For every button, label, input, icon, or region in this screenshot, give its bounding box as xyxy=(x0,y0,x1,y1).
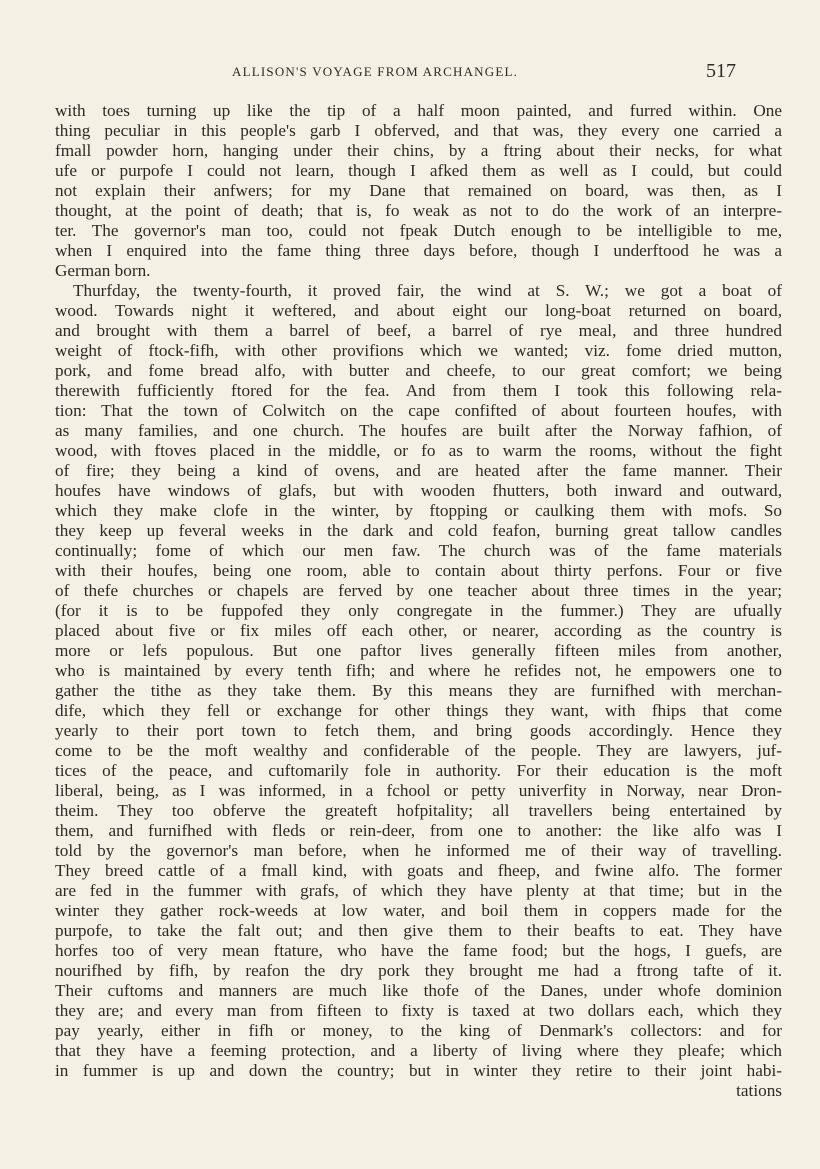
text-line: (for it is to be fuppofed they only congregate in the fummer.) They are ufually xyxy=(55,601,782,620)
text-line: told by the governor's man before, when he informed me of their way of travelling. xyxy=(55,841,782,860)
text-line: dife, which they fell or exchange for other things they want, with fhips that come xyxy=(55,701,782,720)
text-line: as many families, and one church. The houfes are built after the Norway fafhion, of xyxy=(55,421,782,440)
page-number: 517 xyxy=(706,60,736,82)
text-line: thought, at the point of death; that is, fo weak as not to do the work of an interpre- xyxy=(55,201,782,220)
text-line: liberal, being, as I was informed, in a fchool or petty univerfity in Norway, near Dron- xyxy=(55,781,782,800)
text-line: them, and furnifhed with fleds or rein-deer, from one to another: the like alfo was I xyxy=(55,821,782,840)
text-line: horfes too of very mean ftature, who have the fame food; but the hogs, I guefs, are xyxy=(55,941,782,960)
text-line: and brought with them a barrel of beef, a barrel of rye meal, and three hundred xyxy=(55,321,782,340)
text-line: winter they gather rock-weeds at low water, and boil them in coppers made for the xyxy=(55,901,782,920)
text-line: placed about five or fix miles off each other, or nearer, according as the country is xyxy=(55,621,782,640)
text-line: Thurfday, the twenty-fourth, it proved fair, the wind at S. W.; we got a boat of xyxy=(73,281,782,300)
text-line: pork, and fome bread alfo, with butter and cheefe, to our great comfort; we being xyxy=(55,361,782,380)
text-line: nourifhed by fifh, by reafon the dry pork they brought me had a ftrong tafte of it. xyxy=(55,961,782,980)
text-line: tations xyxy=(736,1081,782,1100)
text-line: when I enquired into the fame thing three days before, though I underftood he was a xyxy=(55,241,782,260)
text-line: they keep up feveral weeks in the dark and cold feafon, burning great tallow candles xyxy=(55,521,782,540)
running-header xyxy=(0,60,820,84)
text-line: more or lefs populous. But one paftor lives generally fifteen miles from another, xyxy=(55,641,782,660)
text-line: that they have a feeming protection, and a liberty of living where they pleafe; which xyxy=(55,1041,782,1060)
text-line: continually; fome of which our men faw. The church was of the fame materials xyxy=(55,541,782,560)
text-line: ter. The governor's man too, could not fpeak Dutch enough to be intelligible to me, xyxy=(55,221,782,240)
text-line: gather the tithe as they take them. By this means they are furnifhed with merchan- xyxy=(55,681,782,700)
text-line: of fire; they being a kind of ovens, and are heated after the fame manner. Their xyxy=(55,461,782,480)
text-line: They breed cattle of a fmall kind, with goats and fheep, and fwine alfo. The former xyxy=(55,861,782,880)
text-line: with their houfes, being one room, able to contain about thirty perfons. Four or five xyxy=(55,561,782,580)
text-line: yearly to their port town to fetch them, and bring goods accordingly. Hence they xyxy=(55,721,782,740)
text-line: they are; and every man from fifteen to fixty is taxed at two dollars each, which they xyxy=(55,1001,782,1020)
text-line: tion: That the town of Colwitch on the cape confifted of about fourteen houfes, with xyxy=(55,401,782,420)
text-line: theim. They too obferve the greateft hofpitality; all travellers being entertained by xyxy=(55,801,782,820)
text-line: who is maintained by every tenth fifh; and where he refides not, he empowers one to xyxy=(55,661,782,680)
text-line: of thefe churches or chapels are ferved by one teacher about three times in the year; xyxy=(55,581,782,600)
text-line: purpofe, to take the falt out; and then give them to their beafts to eat. They have xyxy=(55,921,782,940)
text-line: come to be the moft wealthy and confiderable of the people. They are lawyers, juf- xyxy=(55,741,782,760)
text-line: tices of the peace, and cuftomarily fole in authority. For their education is the moft xyxy=(55,761,782,780)
text-line: in fummer is up and down the country; but in winter they retire to their joint habi- xyxy=(55,1061,782,1080)
text-line: weight of ftock-fifh, with other provifions which we wanted; viz. fome dried mutton, xyxy=(55,341,782,360)
text-line: houfes have windows of glafs, but with wooden fhutters, both inward and outward, xyxy=(55,481,782,500)
text-line: wood, with ftoves placed in the middle, or fo as to warm the rooms, without the fight xyxy=(55,441,782,460)
running-title: ALLISON'S VOYAGE FROM ARCHANGEL. xyxy=(232,64,519,79)
text-line: are fed in the fummer with grafs, of which they have plenty at that time; but in the xyxy=(55,881,782,900)
text-line: wood. Towards night it weftered, and about eight our long-boat returned on board, xyxy=(55,301,782,320)
text-line: therewith fufficiently ftored for the fea. And from them I took this following rela- xyxy=(55,381,782,400)
text-line: fmall powder horn, hanging under their chins, by a ftring about their necks, for what xyxy=(55,141,782,160)
text-line: pay yearly, either in fifh or money, to the king of Denmark's collectors: and for xyxy=(55,1021,782,1040)
text-line: which they make clofe in the winter, by ftopping or caulking them with mofs. So xyxy=(55,501,782,520)
text-line: with toes turning up like the tip of a half moon painted, and furred within. One xyxy=(55,101,782,120)
text-line: thing peculiar in this people's garb I obferved, and that was, they every one carried a xyxy=(55,121,782,140)
text-line: ufe or purpofe I could not learn, though I afked them as well as I could, but could xyxy=(55,161,782,180)
text-line: not explain their anfwers; for my Dane that remained on board, was then, as I xyxy=(55,181,782,200)
text-line: Their cuftoms and manners are much like thofe of the Danes, under whofe dominion xyxy=(55,981,782,1000)
text-line: German born. xyxy=(55,261,151,280)
body-text xyxy=(55,101,782,1101)
